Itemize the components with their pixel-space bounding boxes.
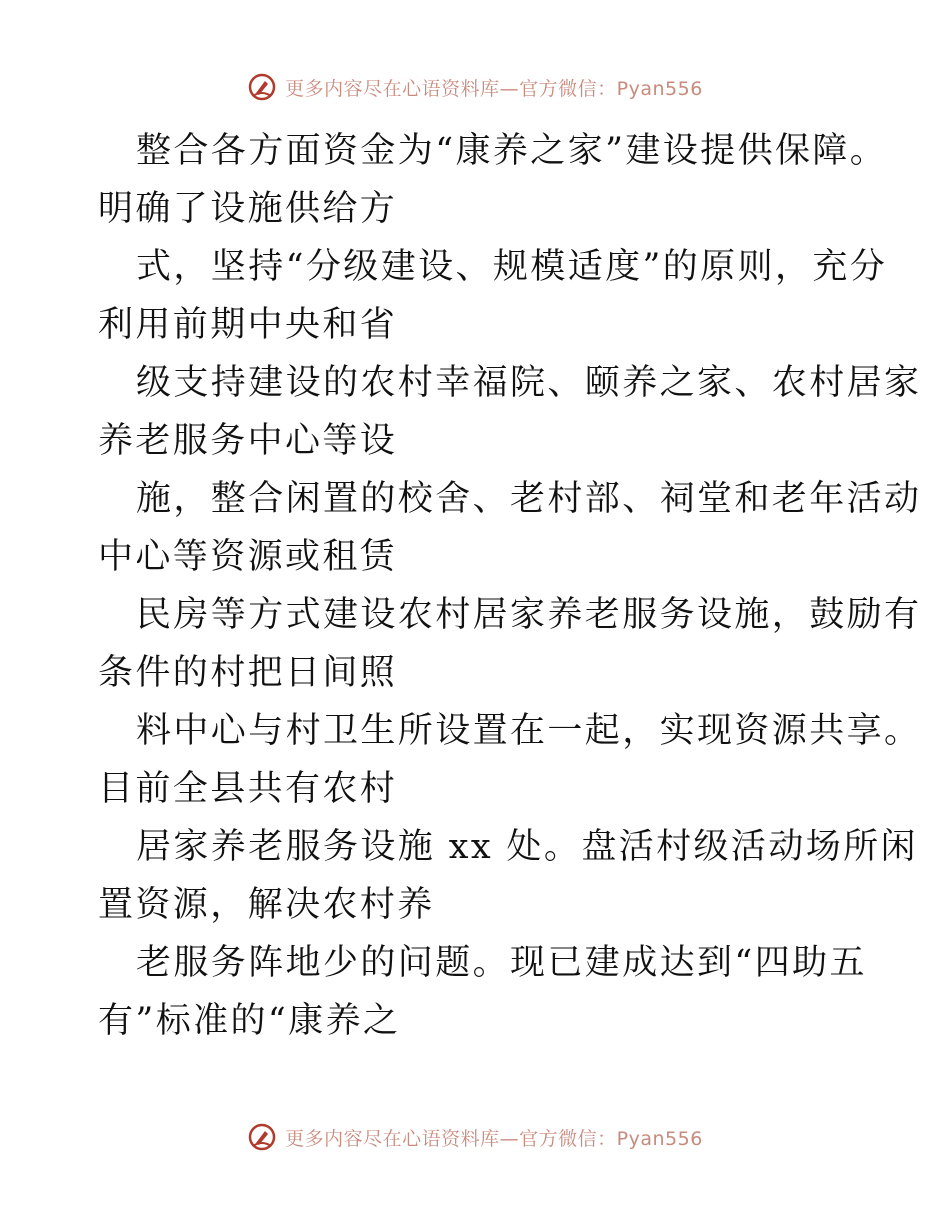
paragraph-line: 施，整合闲置的校舍、老村部、祠堂和老年活动 (136, 479, 922, 519)
footer-watermark (0, 1122, 950, 1152)
paragraph-line: 利用前期中央和省 (98, 305, 398, 345)
paragraph (98, 934, 867, 1050)
paragraph-line: 明确了设施供给方 (98, 189, 398, 229)
paragraph-line: 式，坚持“分级建设、规模适度”的原则，充分 (136, 247, 888, 287)
paragraph-line: 老服务阵地少的问题。现已建成达到“四助五 (136, 943, 867, 983)
paragraph-line: 民房等方式建设农村居家养老服务设施，鼓励有 (136, 595, 922, 635)
paragraph (98, 702, 922, 818)
brand-logo-icon (247, 72, 277, 102)
watermark-text: 更多内容尽在心语资料库—官方微信：Pyan556 (285, 77, 703, 100)
paragraph (98, 470, 922, 586)
paragraph-line: 整合各方面资金为“康养之家”建设提供保障。 (136, 131, 888, 171)
paragraph-line: 料中心与村卫生所设置在一起，实现资源共享。 (136, 711, 922, 751)
paragraph-line: 中心等资源或租赁 (98, 537, 398, 577)
paragraph (98, 586, 922, 702)
paragraph-line: 有”标准的“康养之 (98, 1001, 401, 1041)
document-body (98, 122, 922, 1050)
paragraph (98, 354, 922, 470)
paragraph-line: 级支持建设的农村幸福院、颐养之家、农村居家 (136, 363, 922, 403)
header-watermark (0, 72, 950, 102)
watermark-text: 更多内容尽在心语资料库—官方微信：Pyan556 (285, 1127, 703, 1150)
paragraph-line: 置资源，解决农村养 (98, 885, 435, 925)
paragraph (98, 818, 918, 934)
paragraph-line: 目前全县共有农村 (98, 769, 398, 809)
paragraph (98, 238, 888, 354)
paragraph-line: 养老服务中心等设 (98, 421, 398, 461)
paragraph (98, 122, 888, 238)
brand-logo-icon (247, 1122, 277, 1152)
paragraph-line: 条件的村把日间照 (98, 653, 398, 693)
paragraph-line: 居家养老服务设施 xx 处。盘活村级活动场所闲 (136, 827, 918, 867)
